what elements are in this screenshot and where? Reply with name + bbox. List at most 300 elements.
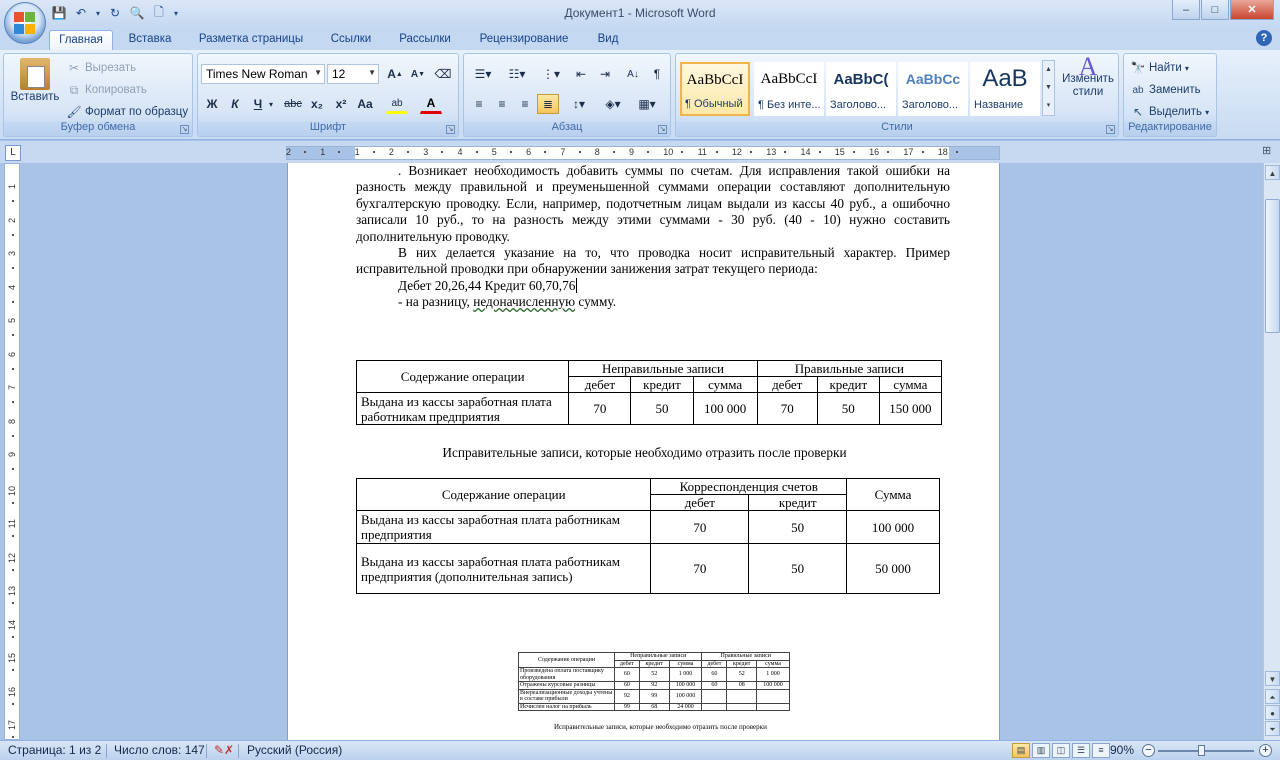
style-name: ¶ Обычный: [685, 98, 743, 110]
copy-label: Копировать: [85, 84, 147, 96]
text-run: сумму.: [575, 294, 617, 310]
shading-button[interactable]: [598, 94, 628, 114]
ruler-number: 13: [7, 586, 17, 597]
table-cell: Отражены курсовые разницы: [519, 682, 615, 690]
table-cell: Произведена оплата поставщику оборудования: [519, 668, 615, 682]
style-heading-1[interactable]: [826, 62, 896, 116]
print-preview-icon[interactable]: 🔍: [129, 6, 145, 20]
table-row: [357, 544, 940, 594]
ruler-tick: [338, 151, 340, 153]
change-case-button[interactable]: Aa: [357, 97, 373, 111]
replace-label: Заменить: [1149, 84, 1201, 96]
ruler-tick: [441, 151, 443, 153]
align-right-icon: ≡: [521, 97, 529, 111]
cursor-icon: ↖: [1132, 105, 1144, 119]
table-cell: Выдана из кассы заработная плата работникам предприятия: [357, 511, 651, 544]
tab-home[interactable]: Главная: [49, 30, 113, 50]
style-no-spacing[interactable]: [754, 62, 824, 116]
table-subheader: дебет: [651, 495, 749, 511]
web-layout-icon[interactable]: ◫: [1052, 743, 1070, 758]
copy-button[interactable]: [66, 82, 147, 98]
ruler-tick: [373, 151, 375, 153]
zoom-slider[interactable]: [1158, 750, 1254, 752]
highlight-button[interactable]: ab: [386, 94, 408, 114]
style-normal[interactable]: [680, 62, 750, 116]
ruler-tick: [784, 151, 786, 153]
table-subheader: дебет: [757, 377, 817, 393]
style-title[interactable]: [970, 62, 1040, 116]
table-header: Правильные записи: [702, 653, 790, 661]
undo-dropdown-icon[interactable]: ▾: [95, 8, 100, 18]
line-spacing-button[interactable]: [564, 94, 594, 114]
show-marks-button[interactable]: [646, 64, 668, 84]
tab-mailings[interactable]: Рассылки: [399, 33, 451, 45]
paste-icon: [20, 58, 50, 90]
table-cell: 60: [615, 668, 640, 682]
ruler-number: 1: [354, 147, 360, 157]
scroll-down-icon[interactable]: ▼: [1265, 671, 1280, 686]
ruler-right-margin: [949, 147, 999, 159]
table-cell: 1 000: [757, 668, 790, 682]
ruler-tick: [853, 151, 855, 153]
vertical-ruler[interactable]: [4, 163, 20, 740]
next-page-icon[interactable]: ⏷: [1265, 721, 1280, 736]
minimize-button[interactable]: –: [1172, 0, 1200, 20]
ribbon: [0, 50, 1280, 140]
ruler-number: 9: [629, 147, 635, 157]
cut-label: Вырезать: [85, 62, 137, 74]
ruler-number: 15: [834, 147, 845, 157]
customize-qat-icon[interactable]: ▾: [173, 8, 178, 18]
ruler-tick: [681, 151, 683, 153]
cut-button[interactable]: [66, 60, 136, 76]
numbering-button[interactable]: [502, 64, 532, 84]
entry-text: Дебет 20,26,44 Кредит 60,70,76: [398, 277, 576, 293]
table-corrective-entries[interactable]: [356, 478, 940, 594]
tab-review[interactable]: Рецензирование: [479, 33, 569, 45]
underline-button[interactable]: Ч: [253, 97, 263, 111]
font-launcher-icon[interactable]: ↘: [447, 126, 454, 133]
ruler-tick: [12, 636, 14, 638]
clipboard-group: [3, 53, 193, 137]
shrink-font-label: A: [410, 68, 419, 80]
table-cell: Исчислен налог на прибыль: [519, 703, 615, 711]
ruler-number: 2: [388, 147, 394, 157]
table-cell: 68: [639, 703, 669, 711]
replace-icon: ab: [1132, 84, 1144, 96]
table-row: [519, 689, 790, 703]
ruler-tick: [12, 602, 14, 604]
ruler-number: 12: [7, 552, 17, 563]
document-body[interactable]: [356, 163, 950, 311]
italic-button[interactable]: К: [231, 97, 239, 111]
ruler-number: 2: [286, 147, 292, 157]
table-header: Содержание операции: [357, 361, 569, 393]
style-sample: AaBbC(: [833, 71, 889, 88]
document-page[interactable]: [287, 163, 1000, 740]
ruler-tick: [922, 151, 924, 153]
table-cell: 100 000: [757, 682, 790, 690]
ruler-number: 16: [869, 147, 880, 157]
undo-icon[interactable]: ↶: [75, 6, 87, 20]
table-cell: 70: [757, 393, 817, 425]
page-count[interactable]: Страница: 1 из 2: [8, 743, 102, 757]
table-row: [519, 668, 790, 682]
table-incorrect-correct[interactable]: [356, 360, 942, 425]
table-subheader: сумма: [757, 660, 790, 668]
ruler-number: 14: [7, 619, 17, 630]
sort-button[interactable]: [622, 64, 644, 84]
find-label: Найти: [1149, 62, 1182, 74]
new-document-icon[interactable]: 🗋: [154, 4, 164, 19]
ruler-tick: [12, 234, 14, 236]
subscript-button[interactable]: x₂: [310, 97, 323, 111]
align-center-button[interactable]: [491, 94, 513, 114]
paragraph-group-label: Абзац: [464, 121, 670, 136]
paste-button[interactable]: [9, 58, 61, 103]
table-cell: 99: [639, 689, 669, 703]
sort-icon: A↓: [627, 68, 639, 80]
shrink-font-button[interactable]: A ▼: [410, 68, 426, 80]
borders-icon: ▦▾: [638, 97, 656, 111]
change-styles-icon: A: [1078, 52, 1098, 81]
redo-icon[interactable]: ↻: [109, 6, 121, 20]
paragraph-2[interactable]: В них делается указание на то, что проводка носит исправительный характер. Пример исправительной проводки при обнаружении занижения затрат текущего периода:: [356, 245, 950, 277]
align-center-icon: ≡: [498, 97, 506, 111]
clipboard-launcher-icon[interactable]: ↘: [181, 126, 188, 133]
table-cell: 50: [749, 544, 847, 594]
ruler-number: 6: [7, 351, 17, 357]
table-row: [357, 511, 940, 544]
table-subheader: дебет: [702, 660, 727, 668]
paragraph-group: [463, 53, 671, 137]
table-cell: 60: [702, 682, 727, 690]
brush-icon: 🖌: [66, 105, 82, 119]
view-ruler-icon[interactable]: ⊞: [1262, 145, 1272, 157]
align-right-button[interactable]: [514, 94, 536, 114]
ruler-number: 18: [937, 147, 948, 157]
table-cell: [757, 689, 790, 703]
ruler-tick: [12, 736, 14, 738]
scroll-up-icon[interactable]: ▲: [1265, 165, 1280, 180]
office-logo-icon: [14, 12, 36, 34]
zoom-out-icon[interactable]: −: [1142, 744, 1155, 757]
outdent-icon: ⇤: [575, 67, 587, 81]
editing-group-label: Редактирование: [1124, 121, 1216, 136]
clipboard-group-label: Буфер обмена: [4, 121, 192, 136]
table-row: [519, 703, 790, 711]
outline-view-icon[interactable]: ☰: [1072, 743, 1090, 758]
borders-button[interactable]: [632, 94, 662, 114]
table-subheader: сумма: [879, 377, 941, 393]
ruler-number: 10: [7, 485, 17, 496]
table-subheader: кредит: [639, 660, 669, 668]
table-cell: 100 000: [669, 689, 702, 703]
increase-indent-button[interactable]: [594, 64, 616, 84]
full-screen-reading-icon[interactable]: ▥: [1032, 743, 1050, 758]
table-cell: 100 000: [693, 393, 757, 425]
numbered-list-icon: ☷▾: [508, 67, 526, 81]
embedded-table-caption: Исправительные записи, которые необходимо отразить после проверки: [554, 723, 767, 731]
table-cell: 52: [727, 668, 757, 682]
bold-button[interactable]: Ж: [206, 97, 218, 111]
pilcrow-icon: ¶: [653, 67, 661, 81]
ruler-tick: [12, 334, 14, 336]
ruler-tick: [716, 151, 718, 153]
style-sample: AaBbCcI: [760, 71, 818, 87]
paragraph-3[interactable]: [356, 278, 950, 294]
chevron-down-icon: ▼: [368, 68, 376, 77]
ruler-tick: [647, 151, 649, 153]
align-left-button[interactable]: [468, 94, 490, 114]
table-cell: [702, 703, 727, 711]
table-row: [519, 682, 790, 690]
ruler-number: 9: [7, 452, 17, 458]
ruler-row: [0, 141, 1280, 163]
ruler-number: 7: [560, 147, 566, 157]
office-button[interactable]: [4, 2, 46, 44]
ruler-tick: [476, 151, 478, 153]
style-sample: AaBbCcI: [686, 72, 744, 88]
tab-view[interactable]: Вид: [597, 33, 619, 45]
table-subheader: кредит: [749, 495, 847, 511]
browse-object-icon[interactable]: ●: [1265, 705, 1280, 720]
style-sample: AaB: [982, 65, 1028, 92]
maximize-button[interactable]: □: [1201, 0, 1229, 20]
ruler-number: 5: [7, 318, 17, 324]
table-header: Содержание операции: [519, 653, 615, 668]
bullets-button[interactable]: [468, 64, 498, 84]
table-cell: 99: [615, 703, 640, 711]
table-header: Неправильные записи: [615, 653, 702, 661]
table-cell: 70: [651, 544, 749, 594]
table-header: Неправильные записи: [569, 361, 757, 377]
table-subheader: дебет: [569, 377, 631, 393]
table-header: Правильные записи: [757, 361, 941, 377]
table-caption[interactable]: Исправительные записи, которые необходимо отразить после проверки: [442, 445, 847, 460]
ruler-number: 8: [7, 418, 17, 424]
table-cell: 08: [727, 682, 757, 690]
paragraph-1[interactable]: . Возникает необходимость добавить суммы по счетам. Для исправления такой ошибки на разность между правильной и преуменьшенной суммами операции составляют дополнительную бухгалтерскую проводку. Если, например, подотчетным лицам выдали из кассы 40 руб., а ошибочно записали 10 руб., то на разность между этими суммами - 30 руб. (40 - 10) нужно составить дополнительную проводку.: [356, 163, 950, 244]
table-header: Содержание операции: [357, 479, 651, 511]
paragraph-launcher-icon[interactable]: ↘: [659, 126, 666, 133]
table-cell: 24 000: [669, 703, 702, 711]
ruler-tick: [613, 151, 615, 153]
scissors-icon: ✂: [68, 61, 80, 75]
vertical-scrollbar[interactable]: [1263, 163, 1280, 740]
close-button[interactable]: ✕: [1230, 0, 1274, 20]
spelling-error[interactable]: недоначисленную: [473, 294, 576, 310]
print-layout-icon[interactable]: ▤: [1012, 743, 1030, 758]
window-title: Документ1 - Microsoft Word: [564, 6, 716, 20]
style-name: Название: [974, 99, 1024, 111]
ruler-tick: [750, 151, 752, 153]
ruler-tick: [510, 151, 512, 153]
ruler-tick: [12, 468, 14, 470]
ruler-number: 5: [491, 147, 497, 157]
table-cell: 150 000: [879, 393, 941, 425]
paragraph-4[interactable]: [356, 294, 950, 310]
tab-selector-icon[interactable]: L: [5, 145, 21, 161]
word-count[interactable]: Число слов: 147: [114, 743, 205, 757]
text-run: - на разницу,: [398, 294, 474, 310]
text-cursor: [576, 278, 577, 293]
font-name-combo[interactable]: [201, 64, 325, 84]
font-size-value: 12: [332, 67, 346, 81]
underline-dropdown-icon[interactable]: ▾: [268, 99, 273, 109]
table-cell: [727, 689, 757, 703]
table-cell: 52: [639, 668, 669, 682]
strikethrough-button[interactable]: abc: [284, 98, 302, 110]
ruler-tick: [819, 151, 821, 153]
table-row: [357, 393, 942, 425]
ruler-number: 3: [7, 251, 17, 257]
ruler-number: 12: [731, 147, 742, 157]
ruler-tick: [579, 151, 581, 153]
ruler-number: 16: [7, 686, 17, 697]
proofing-icon[interactable]: ✎✗: [214, 743, 235, 757]
table-subheader: дебет: [615, 660, 640, 668]
binoculars-icon: 🔭: [1130, 61, 1146, 75]
ruler-number: 11: [697, 147, 707, 157]
help-icon[interactable]: ?: [1256, 30, 1272, 46]
table-cell: 100 000: [847, 511, 940, 544]
scroll-thumb[interactable]: [1265, 199, 1280, 333]
font-size-combo[interactable]: [327, 64, 379, 84]
ruler-number: 2: [7, 217, 17, 223]
replace-button[interactable]: [1130, 82, 1201, 98]
editing-group: [1123, 53, 1217, 137]
table-cell: 92: [639, 682, 669, 690]
draft-view-icon[interactable]: ≡: [1092, 743, 1110, 758]
style-name: Заголово...: [830, 99, 887, 111]
ruler-number: 11: [7, 519, 17, 529]
table-cell: 60: [702, 668, 727, 682]
ruler-tick: [544, 151, 546, 153]
ruler-number: 13: [766, 147, 777, 157]
change-styles-label: Изменить стили: [1062, 73, 1114, 98]
table-cell: 50: [749, 511, 847, 544]
ruler-number: 4: [457, 147, 463, 157]
language-indicator[interactable]: Русский (Россия): [247, 743, 343, 757]
tab-references[interactable]: Ссылки: [330, 33, 372, 45]
superscript-button[interactable]: x²: [335, 97, 347, 111]
ruler-tick: [12, 401, 14, 403]
styles-scroll[interactable]: ▲ ▼ ▾: [1042, 60, 1055, 116]
save-icon[interactable]: 💾: [51, 6, 67, 20]
table-cell: [757, 703, 790, 711]
ruler-number: 1: [320, 147, 326, 157]
ruler-number: 6: [526, 147, 532, 157]
copy-icon: ⧉: [69, 82, 79, 97]
align-left-icon: ≡: [475, 97, 483, 111]
ruler-tick: [12, 301, 14, 303]
clear-formatting-button[interactable]: [432, 64, 454, 84]
tab-insert[interactable]: Вставка: [128, 33, 172, 45]
ruler-number: 8: [594, 147, 600, 157]
table-cell: 70: [569, 393, 631, 425]
style-heading-2[interactable]: [898, 62, 968, 116]
ruler-number: 7: [7, 385, 17, 391]
ruler-tick: [12, 435, 14, 437]
ruler-tick: [12, 535, 14, 537]
ruler-number: 17: [903, 147, 914, 157]
table-subheader: кредит: [817, 377, 879, 393]
ruler-tick: [407, 151, 409, 153]
ruler-tick: [12, 200, 14, 202]
zoom-level[interactable]: 90%: [1110, 743, 1135, 757]
chevron-down-icon: ▼: [314, 68, 322, 77]
table-cell: Выдана из кассы заработная плата работникам предприятия: [357, 393, 569, 425]
table-cell: 70: [651, 511, 749, 544]
font-color-button[interactable]: A: [420, 94, 442, 114]
indent-icon: ⇥: [599, 67, 611, 81]
table-subheader: сумма: [693, 377, 757, 393]
embedded-table-image[interactable]: [518, 652, 790, 711]
table-cell: Внереализационные доходы учтены в составе прибыли: [519, 689, 615, 703]
decrease-indent-button[interactable]: [570, 64, 592, 84]
eraser-icon: ⌫: [434, 67, 452, 81]
ruler-number: 14: [800, 147, 811, 157]
table-subheader: сумма: [669, 660, 702, 668]
styles-launcher-icon[interactable]: ↘: [1107, 126, 1114, 133]
format-painter-button[interactable]: [66, 104, 188, 120]
ruler-tick: [12, 669, 14, 671]
font-group: [197, 53, 459, 137]
change-styles-button[interactable]: [1060, 52, 1116, 99]
ribbon-tabs: [0, 28, 1280, 50]
multilevel-list-button[interactable]: [536, 64, 566, 84]
font-group-label: Шрифт: [198, 121, 458, 136]
bullet-list-icon: ☰▾: [474, 67, 492, 81]
find-button[interactable]: 🔭 Найти ▾: [1130, 61, 1189, 75]
table-cell: 1 000: [669, 668, 702, 682]
paste-label: Вставить: [10, 91, 60, 103]
table-cell: 92: [615, 689, 640, 703]
ruler-tick: [12, 703, 14, 705]
format-painter-label: Формат по образцу: [85, 106, 189, 118]
ruler-number: 3: [423, 147, 429, 157]
style-sample: AaBbCc: [905, 71, 961, 87]
justify-button[interactable]: [537, 94, 559, 114]
styles-group-label: Стили: [676, 121, 1118, 136]
status-bar: [0, 740, 1280, 760]
table-cell: 50: [817, 393, 879, 425]
previous-page-icon[interactable]: ⏶: [1265, 689, 1280, 704]
ruler-tick: [887, 151, 889, 153]
ruler-number: 4: [7, 284, 17, 290]
tab-page-layout[interactable]: Разметка страницы: [198, 33, 304, 45]
zoom-in-icon[interactable]: +: [1259, 744, 1272, 757]
table-cell: [727, 703, 757, 711]
zoom-slider-thumb[interactable]: [1198, 745, 1205, 756]
grow-font-button[interactable]: A ▲: [387, 67, 403, 81]
ruler-tick: [12, 502, 14, 504]
table-cell: 60: [615, 682, 640, 690]
select-button[interactable]: ↖ Выделить ▾: [1130, 104, 1209, 120]
ruler-number: 1: [7, 184, 17, 190]
table-header: Корреспонденция счетов: [651, 479, 847, 495]
style-name: Заголово...: [902, 99, 959, 111]
ruler-tick: [304, 151, 306, 153]
ruler-tick: [12, 267, 14, 269]
horizontal-ruler[interactable]: [286, 146, 1000, 160]
table-cell: 50: [631, 393, 693, 425]
multilevel-list-icon: ⋮▾: [541, 67, 561, 81]
ruler-tick: [956, 151, 958, 153]
table-subheader: кредит: [631, 377, 693, 393]
table-header: Сумма: [847, 479, 940, 511]
